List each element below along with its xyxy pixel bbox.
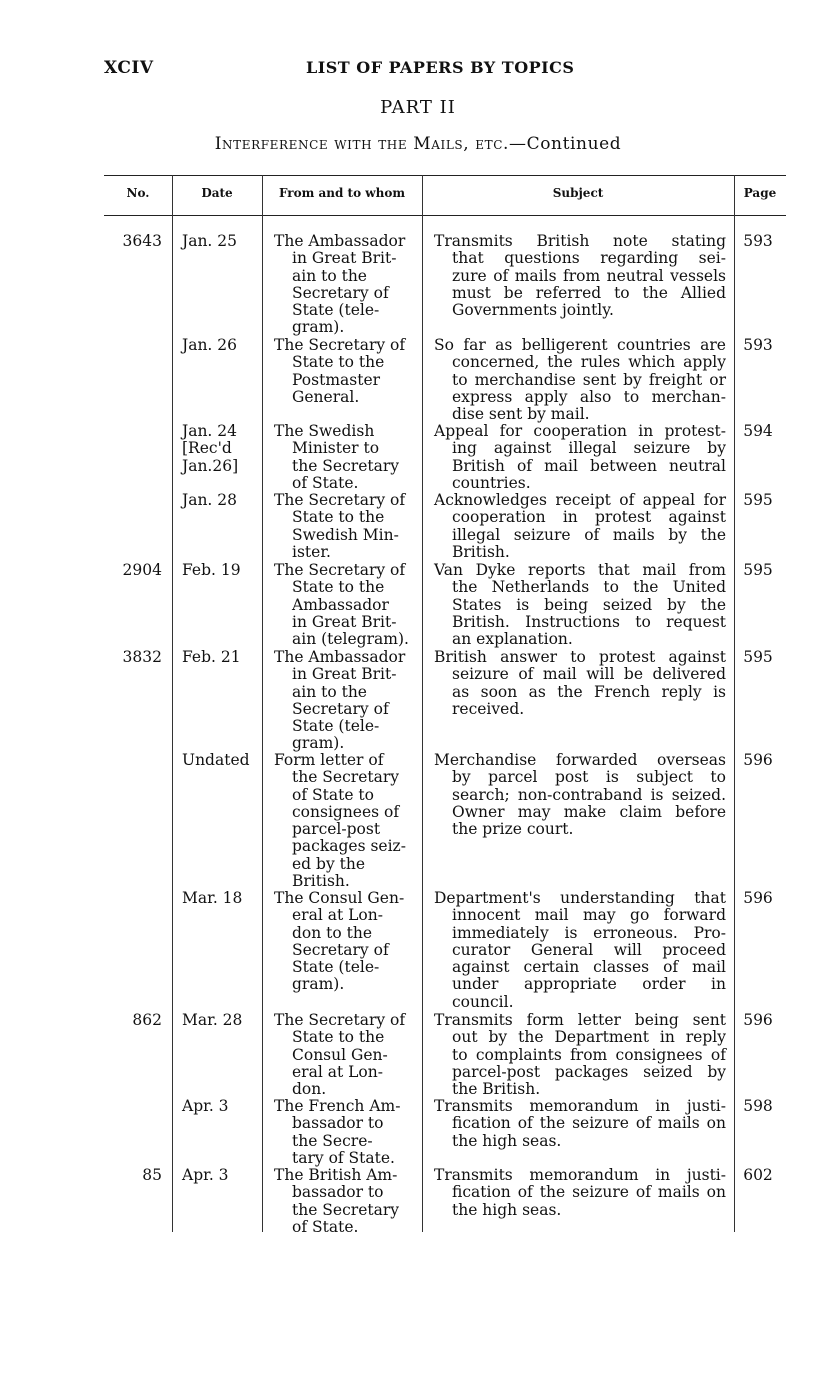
column-header-subject: Subject — [552, 186, 604, 200]
section-continued: —Continued — [508, 134, 622, 154]
cell-page: 602 — [743, 1166, 773, 1184]
from-line: Ambassador — [292, 595, 389, 614]
from-line: in Great Brit- — [292, 612, 397, 631]
from-line: Secretary of — [292, 940, 389, 959]
cell-date — [182, 1012, 256, 1029]
date-line: Jan. 28 — [182, 491, 238, 509]
subject-line: So far as belligerent countries are — [434, 336, 726, 354]
cell-subject — [434, 423, 726, 492]
from-line: State (tele- — [292, 958, 380, 977]
section-heading — [0, 134, 836, 154]
subject-line: against certain classes of mail — [452, 958, 726, 977]
subject-line: Governments jointly. — [452, 301, 614, 320]
from-line: eral at Lon- — [292, 906, 383, 925]
part-heading: PART II — [380, 97, 456, 118]
subject-line: by parcel post is subject to — [452, 768, 726, 787]
from-line: tary of State. — [292, 1148, 395, 1167]
subject-line: concerned, the rules which apply — [452, 353, 726, 372]
subject-line: seizure of mail will be delivered — [452, 665, 726, 684]
from-line: Secretary of — [292, 699, 389, 718]
from-line: British. — [292, 872, 350, 891]
from-line: in Great Brit- — [292, 249, 397, 268]
from-line: the Secretary — [292, 1200, 400, 1219]
cell-from-to — [274, 1098, 416, 1167]
cell-subject — [434, 649, 726, 718]
section-title: Interference with the Mails, etc. — [214, 134, 509, 154]
cell-from-to — [274, 1167, 416, 1236]
subject-line: the Netherlands to the United — [452, 578, 726, 597]
cell-subject — [434, 890, 726, 1011]
cell-page: 593 — [743, 232, 773, 250]
column-header-from: From and to whom — [278, 186, 406, 200]
date-line: [Rec'd — [182, 439, 232, 458]
from-line: The Consul Gen- — [274, 889, 405, 907]
from-line: Swedish Min- — [292, 525, 399, 544]
from-line: don. — [292, 1080, 327, 1099]
cell-page: 594 — [743, 422, 773, 440]
from-line: State (tele- — [292, 717, 380, 736]
subject-line: as soon as the French reply is — [452, 682, 726, 701]
cell-date — [182, 492, 256, 509]
subject-line: curator General will proceed — [452, 940, 726, 959]
from-line: The French Am- — [274, 1097, 401, 1115]
date-line: Mar. 28 — [182, 1011, 243, 1029]
cell-page: 593 — [743, 336, 773, 354]
from-line: the Secretary — [292, 768, 400, 787]
running-title: LIST OF PAPERS BY TOPICS — [306, 58, 575, 77]
from-line: ain to the — [292, 682, 367, 701]
subject-line: the British. — [452, 1080, 541, 1099]
from-line: State to the — [292, 1028, 385, 1047]
from-line: The Secretary of — [274, 336, 406, 354]
subject-line: innocent mail may go forward — [452, 906, 726, 925]
subject-line: illegal seizure of mails by the — [452, 525, 726, 544]
cell-page: 596 — [743, 751, 773, 769]
column-header-no: No. — [126, 186, 150, 200]
subject-line: to merchandise sent by freight or — [452, 370, 726, 389]
subject-line: Acknowledges receipt of appeal for — [434, 491, 726, 509]
cell-page: 595 — [743, 561, 773, 579]
cell-subject — [434, 337, 726, 423]
subject-line: must be referred to the Allied — [452, 283, 726, 302]
subject-line: cooperation in protest against — [452, 508, 726, 527]
subject-line: Transmits memorandum in justi- — [434, 1166, 726, 1184]
cell-date — [182, 423, 256, 475]
subject-line: Owner may make claim before — [452, 802, 726, 821]
table-header-rule — [104, 215, 786, 216]
from-line: gram). — [292, 734, 345, 753]
from-line: eral at Lon- — [292, 1062, 383, 1081]
from-line: the Secretary — [292, 456, 400, 475]
from-line: bassador to — [292, 1114, 384, 1133]
from-line: of State to — [292, 785, 374, 804]
from-line: ain to the — [292, 266, 367, 285]
from-line: The Swedish — [274, 422, 375, 440]
from-line: ed by the — [292, 854, 366, 873]
subject-line: States is being seized by the — [452, 595, 726, 614]
from-line: Consul Gen- — [292, 1045, 388, 1064]
column-header-page: Page — [743, 186, 777, 200]
cell-subject — [434, 233, 726, 319]
date-line: Jan. 24 — [182, 422, 238, 440]
cell-from-to — [274, 562, 416, 648]
cell-date — [182, 1167, 256, 1184]
date-line: Apr. 3 — [182, 1166, 229, 1184]
from-line: ain (telegram). — [292, 630, 409, 649]
cell-number: 3643 — [122, 232, 162, 250]
from-line: General. — [292, 387, 360, 406]
subject-line: an explanation. — [452, 630, 573, 649]
from-line: Secretary of — [292, 283, 389, 302]
cell-page: 598 — [743, 1097, 773, 1115]
from-line: don to the — [292, 923, 373, 942]
subject-line: received. — [452, 699, 525, 718]
subject-line: Transmits memorandum in justi- — [434, 1097, 726, 1115]
from-line: consignees of — [292, 802, 400, 821]
from-line: the Secre- — [292, 1131, 373, 1150]
from-line: Minister to — [292, 439, 380, 458]
subject-line: Merchandise forwarded overseas — [434, 751, 726, 769]
from-line: in Great Brit- — [292, 665, 397, 684]
from-line: bassador to — [292, 1183, 384, 1202]
date-line: Jan. 26 — [182, 336, 238, 354]
date-line: Undated — [182, 751, 250, 769]
subject-line: Van Dyke reports that mail from — [434, 561, 726, 579]
subject-line: British answer to protest against — [434, 648, 726, 666]
subject-line: out by the Department in reply — [452, 1028, 726, 1047]
date-line: Feb. 19 — [182, 561, 241, 579]
subject-line: express apply also to merchan- — [452, 387, 726, 406]
subject-line: the high seas. — [452, 1200, 562, 1219]
date-line: Feb. 21 — [182, 648, 241, 666]
date-line: Mar. 18 — [182, 889, 243, 907]
from-line: State to the — [292, 353, 385, 372]
column-divider — [422, 175, 423, 1232]
cell-from-to — [274, 337, 416, 406]
column-divider — [262, 175, 263, 1232]
subject-line: Transmits British note stating — [434, 232, 726, 250]
from-line: The Ambassador — [274, 232, 406, 250]
subject-line: search; non-contraband is seized. — [452, 785, 726, 804]
subject-line: immediately is erroneous. Pro- — [452, 923, 726, 942]
cell-date — [182, 233, 256, 250]
subject-line: Department's understanding that — [434, 889, 726, 907]
from-line: parcel-post — [292, 820, 381, 839]
cell-from-to — [274, 649, 416, 753]
subject-line: ing against illegal seizure by — [452, 439, 726, 458]
from-line: packages seiz- — [292, 837, 406, 856]
cell-from-to — [274, 423, 416, 492]
date-line: Jan.26] — [182, 456, 239, 475]
from-line: The Secretary of — [274, 1011, 406, 1029]
from-line: The British Am- — [274, 1166, 398, 1184]
cell-from-to — [274, 752, 416, 890]
cell-from-to — [274, 1012, 416, 1098]
cell-from-to — [274, 233, 416, 337]
cell-from-to — [274, 492, 416, 561]
from-line: State (tele- — [292, 301, 380, 320]
cell-from-to — [274, 890, 416, 994]
cell-subject — [434, 752, 726, 838]
from-line: gram). — [292, 318, 345, 337]
subject-line: zure of mails from neutral vessels — [452, 266, 726, 285]
cell-subject — [434, 1167, 726, 1219]
cell-number: 85 — [142, 1166, 162, 1184]
subject-line: fication of the seizure of mails on — [452, 1114, 726, 1133]
subject-line: to complaints from consignees of — [452, 1045, 726, 1064]
cell-date — [182, 752, 256, 769]
from-line: State to the — [292, 578, 385, 597]
cell-number: 2904 — [122, 561, 162, 579]
from-line: ister. — [292, 542, 331, 561]
date-line: Jan. 25 — [182, 232, 238, 250]
subject-line: council. — [452, 992, 514, 1011]
subject-line: British of mail between neutral — [452, 456, 726, 475]
subject-line: British. — [452, 542, 510, 561]
cell-subject — [434, 562, 726, 648]
from-line: The Secretary of — [274, 491, 406, 509]
from-line: State to the — [292, 508, 385, 527]
subject-line: Transmits form letter being sent — [434, 1011, 726, 1029]
from-line: Postmaster — [292, 370, 381, 389]
from-line: of State. — [292, 473, 359, 492]
table-top-rule — [104, 175, 786, 176]
cell-date — [182, 337, 256, 354]
column-divider — [734, 175, 735, 1232]
from-line: The Ambassador — [274, 648, 406, 666]
column-divider — [172, 175, 173, 1232]
cell-date — [182, 1098, 256, 1115]
from-line: of State. — [292, 1217, 359, 1236]
cell-date — [182, 562, 256, 579]
cell-subject — [434, 1012, 726, 1098]
date-line: Apr. 3 — [182, 1097, 229, 1115]
cell-page: 596 — [743, 1011, 773, 1029]
subject-line: dise sent by mail. — [452, 405, 590, 424]
subject-line: fication of the seizure of mails on — [452, 1183, 726, 1202]
from-line: The Secretary of — [274, 561, 406, 579]
cell-date — [182, 649, 256, 666]
cell-number: 862 — [132, 1011, 162, 1029]
subject-line: Appeal for cooperation in protest- — [434, 422, 726, 440]
subject-line: parcel-post packages seized by — [452, 1062, 726, 1081]
subject-line: that questions regarding sei- — [452, 249, 726, 268]
page-folio: XCIV — [104, 58, 154, 78]
subject-line: countries. — [452, 473, 531, 492]
from-line: Form letter of — [274, 751, 384, 769]
cell-page: 595 — [743, 648, 773, 666]
cell-subject — [434, 492, 726, 561]
subject-line: British. Instructions to request — [452, 612, 726, 631]
cell-subject — [434, 1098, 726, 1150]
from-line: gram). — [292, 975, 345, 994]
cell-page: 596 — [743, 889, 773, 907]
subject-line: under appropriate order in — [452, 975, 726, 994]
column-header-date: Date — [201, 186, 233, 200]
cell-date — [182, 890, 256, 907]
subject-line: the high seas. — [452, 1131, 562, 1150]
cell-page: 595 — [743, 491, 773, 509]
subject-line: the prize court. — [452, 820, 574, 839]
cell-number: 3832 — [122, 648, 162, 666]
